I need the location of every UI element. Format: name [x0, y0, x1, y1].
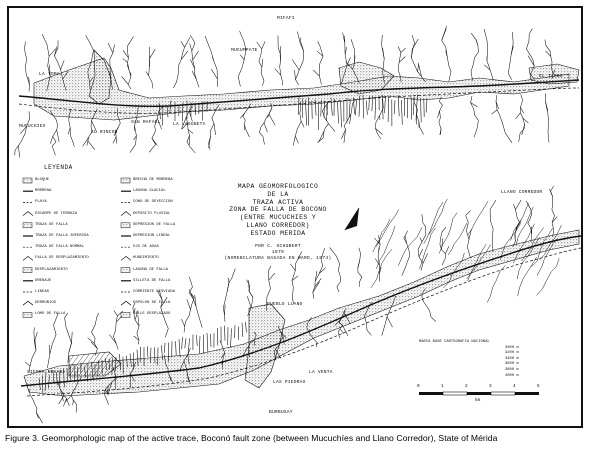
legend-item: TRAZA DE FALLA INFERIDA	[35, 234, 89, 238]
place-label-mifafi: MIFAFI	[277, 16, 295, 21]
legend-item: DESPLAZAMIENTO	[35, 267, 68, 272]
legend-item: PLAYA	[35, 200, 47, 205]
legend-item: FALLA DE DESPLAZAMIENTO	[35, 256, 89, 261]
scale-tick-0: 0	[417, 384, 420, 389]
map-title-line-6: LLANO CORREDOR)	[246, 221, 310, 229]
legend-item: TRAZA DE FALLA	[35, 222, 68, 227]
elevation-note-title: MARCA BASE CARTOGRAFIA NACIONAL	[419, 340, 490, 344]
map-title-line-7: ESTADO MERIDA	[250, 229, 306, 237]
figure-caption: Figure 3. Geomorphologic map of the active trace, Boconó fault zone (between Mucuchíes and Llano Corredor), State of Mérida	[5, 433, 498, 443]
scale-tick-5: 5	[537, 384, 540, 389]
legend-item: TRAZA DE FALLA NORMAL	[35, 245, 85, 250]
legend-title: LEYENDA	[44, 164, 73, 171]
legend-item: ESPOLON DE FALLA	[133, 301, 171, 306]
legend-item: SILLETA DE FALLA	[133, 278, 171, 283]
legend-item: BRECHA DE MORRENA	[133, 178, 173, 182]
map-title-line-2: DE LA	[267, 190, 289, 198]
legend-item: DEPOSITO FLUVIAL	[133, 211, 171, 216]
place-label-la-venta: LA VENTA	[309, 370, 333, 375]
elevation-line-3: 3400 m	[505, 356, 519, 361]
north-valley	[19, 50, 579, 120]
legend-item: LAGUNA GLACIAL	[133, 189, 166, 194]
legend-item: DERRUBIOS	[35, 301, 57, 306]
map-title-block	[202, 183, 354, 262]
place-label-el-tambo: EL TAMBO	[539, 74, 563, 79]
legend-item: LINEAS	[35, 290, 50, 294]
place-label-mucuchies: MUCUCHIES	[19, 124, 46, 129]
place-label-burbusay: BURBUSAY	[269, 410, 293, 415]
legend-item: DRENAJE	[35, 278, 52, 283]
place-label-las-piedras: LAS PIEDRAS	[273, 380, 306, 385]
elevation-line-6: 4000 m	[505, 373, 519, 378]
place-label-mucumpate: MUCUMPATE	[231, 48, 258, 53]
geomorphologic-map	[7, 6, 583, 428]
scale-tick-1: 1	[441, 384, 444, 389]
elevation-line-1: 3000 m	[505, 345, 519, 350]
place-label-pueblo-llano: PUEBLO LLANO	[267, 302, 303, 307]
legend-item: OJO DE AGUA	[133, 245, 159, 250]
map-title-line-5: (ENTRE MUCUCHIES Y	[239, 214, 317, 222]
elevation-line-2: 3200 m	[505, 351, 519, 356]
place-label-la-toma: LA TOMA	[39, 72, 60, 77]
legend-item: VALLE DESPLAZADO	[133, 312, 171, 317]
place-label-el-rincon: EL RINCON	[91, 130, 118, 135]
place-label-llano-corredor: LLANO CORREDOR	[501, 190, 543, 195]
pueblo-llano-basin	[245, 304, 285, 388]
legend-item: DEPRESION LINEAL	[133, 234, 171, 238]
elevation-line-4: 3600 m	[505, 362, 519, 367]
scale-tick-3: 3	[489, 384, 492, 389]
legend-item: DEPRESION DE FALLA	[133, 222, 176, 227]
elevation-line-5: 3800 m	[505, 367, 519, 372]
legend-item: HUNDIMIENTO	[133, 256, 159, 261]
map-nomenclature: (NOMENCLATURA BASADA EN WARD, 1974)	[224, 255, 332, 261]
scale-unit: km	[475, 398, 481, 403]
place-label-san-rafael: SAN RAFAEL	[131, 120, 161, 125]
map-author: POR C. SCHUBERT	[255, 243, 301, 249]
map-title-line-1: MAPA GEOMORFOLOGICO	[237, 183, 319, 190]
scale-bar	[419, 392, 539, 395]
legend-item: MORRENA	[35, 189, 52, 194]
legend-item: LOMO DE FALLA	[35, 312, 66, 317]
fault-valley-fill	[34, 58, 569, 120]
elevation-note	[419, 340, 519, 379]
scale-tick-4: 4	[513, 384, 516, 389]
legend-item: ESCARPE DE TERRAZA	[35, 211, 78, 216]
map-title-line-4: ZONA DE FALLA DE BOCONO	[229, 206, 327, 214]
scale-tick-2: 2	[465, 384, 468, 389]
place-label-la-laguneta: LA LAGUNETA	[173, 122, 206, 127]
legend-item: LAGUNA DE FALLA	[133, 267, 169, 272]
map-title-line-3: TRAZA ACTIVA	[252, 198, 304, 206]
legend-item: BLOQUE	[35, 178, 50, 182]
map-year: 1979	[271, 249, 285, 255]
legend-item: CONO DE DEYECCION	[133, 200, 173, 205]
legend-item: CORRIENTE DESVIADA	[133, 290, 176, 294]
place-label-sierra-nevada: SIERRA NEVADA	[27, 370, 66, 375]
legend	[19, 158, 209, 323]
